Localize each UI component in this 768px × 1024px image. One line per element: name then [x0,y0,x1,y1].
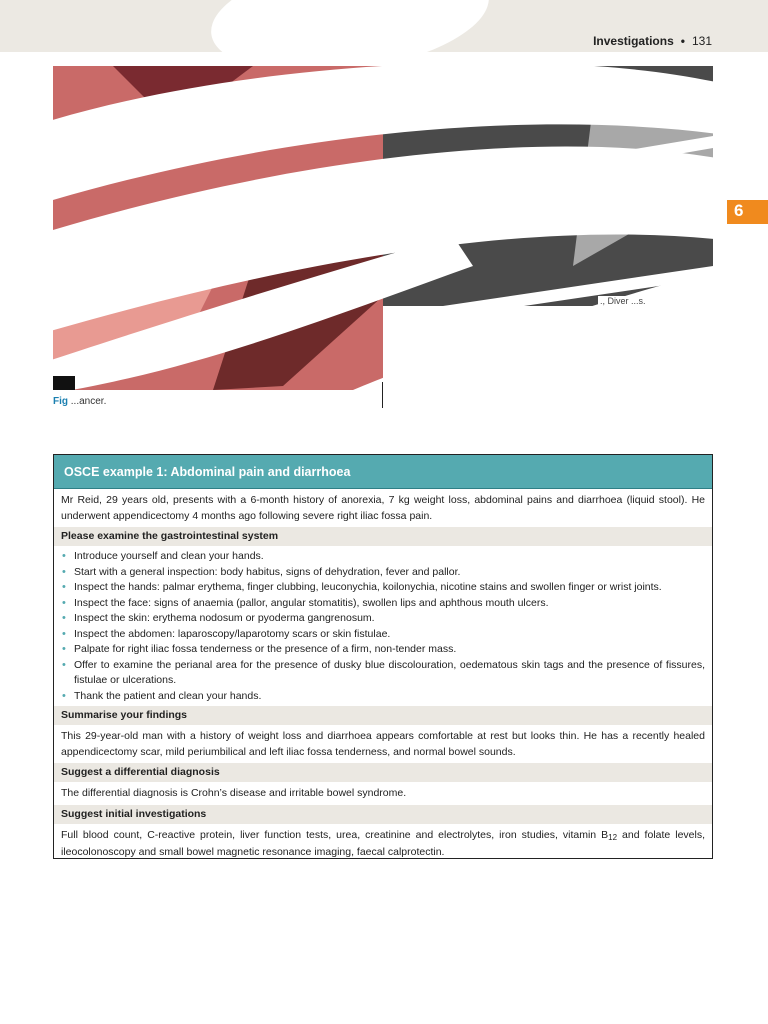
running-head [593,34,712,48]
chapter-tab: 6 [727,200,768,224]
figure-divider [382,382,383,408]
bullet-icon: • [62,565,66,578]
bullet-icon: • [62,612,66,624]
figure-caption-label: Fig [53,396,68,407]
section-title: Investigations [593,34,674,48]
list-item: • Thank the patient and clean your hands. [61,689,705,705]
list-item: • Offer to examine the perianal area for the presence of dusky blue discolouration, oedematous skin tags and the presence of fissures, fistulae or ulcerations. [62,658,705,686]
page-number: 131 [691,34,712,48]
differential-text: The differential diagnosis is Crohn’s disease and irritable bowel syndrome. [61,787,407,799]
list-item: • Inspect the hands: palmar erythema, finger clubbing, leuconychia, koilonychia, nicotine stains and swollen finger or wrist joints. [61,580,705,596]
bullet-icon: • [62,689,66,702]
exam-steps [54,546,712,706]
list-item: • Inspect the skin: erythema nodosum or pyoderma gangrenosum. [61,611,705,627]
summary-text: This 29-year-old man with a history of weight loss and diarrhoea appears comfortable at rest but looks thin. He has a recently healed appendicectomy scar, mild periumbilical and left iliac fossa tenderness, and normal bowel sounds. [61,730,705,758]
summary-heading: Summarise your findings [54,706,712,725]
figure-caption [53,396,106,407]
case-intro: Mr Reid, 29 years old, presents with a 6-month history of anorexia, 7 kg weight loss, abdominal pains and diarrhoea (liquid stool). He underwent appendicectomy 4 months ago following severe right iliac fossa pain. [61,494,705,522]
bullet-icon: • [62,596,66,609]
list-item: • Introduce yourself and clean your hands. [61,549,705,565]
investigations-heading: Suggest initial investigations [54,805,712,824]
list-item: • Start with a general inspection: body habitus, signs of dehydration, fever and pallor. [61,565,705,581]
figure-images [53,66,713,390]
figure-text-fragment: ., Diver ...s. [600,296,646,306]
list-item: • Palpate for right iliac fossa tenderness or the presence of a firm, non-tender mass. [61,642,705,658]
bullet-icon: • [62,658,66,671]
osce-box [53,454,713,859]
bullet-icon: • [62,550,66,562]
subscript-12: 12 [608,832,618,842]
investigations-text: Full blood count, C-reactive protein, liver function tests, urea, creatinine and electrolytes, iron studies, vitamin $B_{12}$ and folate levels, ileocolonoscopy and small bowel magnetic resonance imaging, faecal calprotectin. [61,828,706,858]
exam-heading: Please examine the gastrointestinal system [54,527,712,546]
bullet-icon: • [62,581,66,593]
bullet-icon: • [62,627,66,640]
osce-title: OSCE example 1: Abdominal pain and diarrhoea [54,455,712,489]
differential-heading: Suggest a differential diagnosis [54,763,712,782]
list-item: • Inspect the face: signs of anaemia (pallor, angular stomatitis), swollen lips and aphthous mouth ulcers. [61,596,705,612]
list-item: • Inspect the abdomen: laparoscopy/laparotomy scars or skin fistulae. [61,627,705,643]
bullet-icon: • [62,643,66,655]
black-corner [53,376,75,390]
figure-caption-text: ...ancer. [70,396,107,407]
header-separator: • [680,34,685,48]
figure-graphic [53,66,713,390]
